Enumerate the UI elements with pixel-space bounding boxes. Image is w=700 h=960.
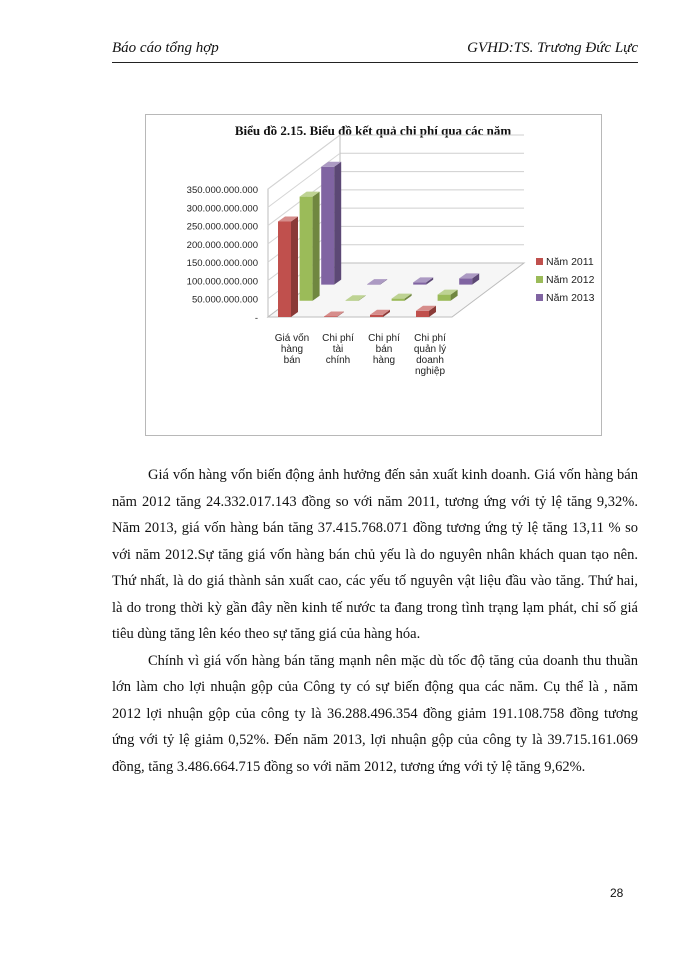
page-header [112, 36, 638, 64]
x-category-line: nghiệp [414, 366, 446, 377]
y-tick-label: 300.000.000.000 [186, 203, 258, 215]
x-category-line: hàng [372, 355, 396, 366]
bar-side [334, 162, 341, 285]
legend-label-2: Năm 2012 [546, 274, 595, 286]
x-category-label [322, 333, 354, 366]
header-rule [112, 62, 638, 63]
legend-swatch-3 [536, 294, 543, 301]
x-category-line: hàng [280, 344, 304, 355]
bar-2-1 [300, 192, 320, 301]
page-number: 28 [610, 886, 624, 900]
legend-label-3: Năm 2013 [546, 292, 595, 304]
x-category-line: tài [332, 344, 344, 355]
y-tick-label: 200.000.000.000 [186, 239, 258, 251]
bar-front [392, 299, 405, 301]
y-tick-label: 150.000.000.000 [186, 258, 258, 270]
x-category-line: Giá vốn [274, 333, 310, 344]
paragraph-gross-profit: Chính vì giá vốn hàng bán tăng mạnh nên mặc dù tốc độ tăng của doanh thu thuần lớn làm cho lợi nhuận gộp của Công ty có sự biến động qua các năm. Cụ thể là , năm 2012 lợi nhuận gộp của công ty là 36.288.496.354 đồng giảm 191.108.758 đồng tương ứng với tỷ lệ giảm 0,52%. Đến năm 2013, lợi nhuận gộp của công ty là 39.715.161.069 đồng, tăng 3.486.664.715 đồng so với năm 2012, tương ứng với tỷ lệ tăng 9,62%. [112, 652, 638, 775]
bar-front [459, 278, 472, 284]
bar-1-1 [278, 217, 298, 318]
bar-front [413, 282, 426, 284]
paragraph-cost-of-goods: Giá vốn hàng vốn biến động ảnh hưởng đến sản xuất kinh doanh. Giá vốn hàng bán năm 2012 tăng 24.332.017.143 đồng so với năm 2011, tương ứng với tỷ lệ tăng 9,32%. Năm 2013, giá vốn hàng bán tăng 37.415.768.071 đồng tương ứng tỷ lệ tăng 13,11 % so với năm 2012.Sự tăng giá vốn hàng bán chủ yếu là do nguyên nhân khách quan tạo nên. Thứ nhất, là do giá thành sản xuất cao, các yếu tố nguyên vật liệu đầu vào tăng. Thứ hai, là do trong thời kỳ gần đây nền kinh tế nước ta đang trong tình trạng lạm phát, chỉ số giá tiêu dùng tăng lên kéo theo sự tăng giá của hàng hóa. [112, 467, 638, 642]
x-category-label [414, 333, 446, 377]
y-tick-label: 250.000.000.000 [186, 221, 258, 233]
bar-side [313, 192, 320, 301]
legend-swatch-2 [536, 276, 543, 283]
bar-front [300, 197, 313, 301]
x-category-line: bán [375, 344, 393, 355]
x-category-line: Chi phí [414, 333, 446, 344]
bar-front [370, 315, 383, 317]
y-tick-label: 50.000.000.000 [191, 294, 258, 306]
bar-front [416, 311, 429, 317]
x-category-label [368, 333, 400, 366]
bar-front [346, 300, 359, 301]
x-category-label [275, 332, 309, 366]
bar-front [278, 222, 291, 318]
x-category-line: Chi phí [322, 333, 354, 344]
x-category-line: Chi phí [368, 333, 400, 344]
header-supervisor: GVHD:TS. Trương Đức Lực [467, 40, 638, 56]
y-tick-label: 350.000.000.000 [186, 185, 258, 196]
legend-label-1: Năm 2011 [546, 256, 594, 268]
bar-front [324, 317, 337, 318]
bar-front [438, 295, 451, 301]
bar-3-1 [321, 162, 341, 285]
x-category-line: quản lý [413, 344, 447, 355]
y-tick-label: - [254, 313, 258, 324]
bar-front [367, 284, 380, 285]
legend-swatch-1 [536, 258, 543, 265]
x-category-line: doanh [416, 355, 444, 366]
x-category-line: chính [325, 355, 351, 366]
bar-front [321, 167, 334, 285]
cost-chart [146, 115, 601, 435]
bar-side [291, 217, 298, 318]
chart-frame [145, 114, 602, 436]
body-text [112, 462, 638, 780]
header-report-title: Báo cáo tổng hợp [112, 40, 219, 56]
y-tick-label: 100.000.000.000 [186, 276, 258, 288]
chart-title: Biểu đồ 2.15. Biểu đồ kết quả chi phí qua các năm [234, 123, 512, 138]
x-category-line: bán [283, 355, 301, 366]
